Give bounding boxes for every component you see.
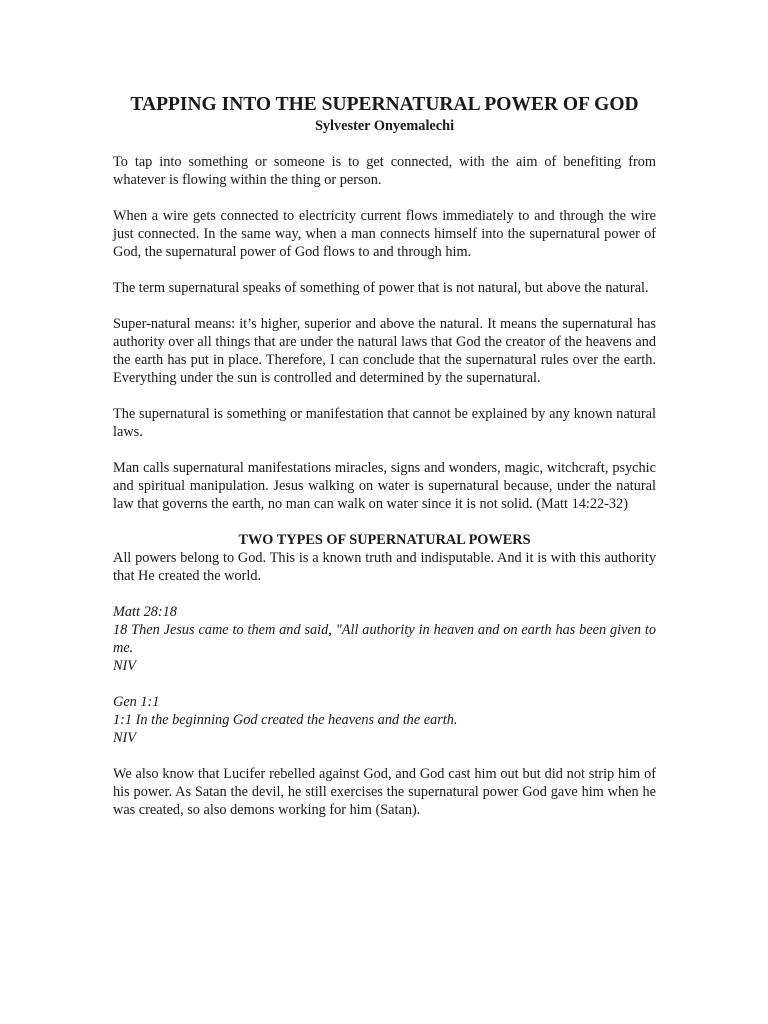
document-title: TAPPING INTO THE SUPERNATURAL POWER OF GOD xyxy=(130,94,639,115)
closing-paragraph: We also know that Lucifer rebelled against God, and God cast him out but did not strip him of his power. As Satan the devil, he still exercises the supernatural power God gave him when he was created, so also demons working for him (Satan). xyxy=(113,766,656,818)
scripture-quote xyxy=(113,603,656,675)
paragraph: The term supernatural speaks of something of power that is not natural, but above the natural. xyxy=(113,280,649,296)
section-heading: TWO TYPES OF SUPERNATURAL POWERS xyxy=(238,532,531,548)
document-author: Sylvester Onyemalechi xyxy=(314,118,455,134)
paragraph: When a wire gets connected to electricity current flows immediately to and through the wire just connected. In the same way, when a man connects himself into the supernatural power of God, the supernatural power of God flows to and through him. xyxy=(113,208,656,260)
quote-text: 1:1 In the beginning God created the heavens and the earth. xyxy=(113,712,458,728)
quote-reference: Matt 28:18 xyxy=(113,604,177,620)
paragraph: Super-natural means: it’s higher, superior and above the natural. It means the supernatural has authority over all things that are under the natural laws that God the creator of the heavens and the earth has put in place. Therefore, I can conclude that the supernatural rules over the earth. Everything under the sun is controlled and determined by the supernatural. xyxy=(113,316,656,386)
paragraph: Man calls supernatural manifestations miracles, signs and wonders, magic, witchcraft, psychic and spiritual manipulation. Jesus walking on water is supernatural because, under the natural law that governs the earth, no man can walk on water since it is not solid. (Matt 14:22-32) xyxy=(113,460,656,512)
section-paragraph: All powers belong to God. This is a known truth and indisputable. And it is with this authority that He created the world. xyxy=(113,550,656,584)
document-page xyxy=(113,93,656,837)
paragraph: The supernatural is something or manifestation that cannot be explained by any known natural laws. xyxy=(113,406,656,440)
quote-text: 18 Then Jesus came to them and said, "All authority in heaven and on earth has been given to me. xyxy=(113,622,656,656)
scripture-quote xyxy=(113,693,656,747)
quote-version: NIV xyxy=(113,658,137,674)
paragraph: To tap into something or someone is to get connected, with the aim of benefiting from whatever is flowing within the thing or person. xyxy=(113,154,656,188)
quote-reference: Gen 1:1 xyxy=(113,694,160,710)
quote-version: NIV xyxy=(113,730,137,746)
